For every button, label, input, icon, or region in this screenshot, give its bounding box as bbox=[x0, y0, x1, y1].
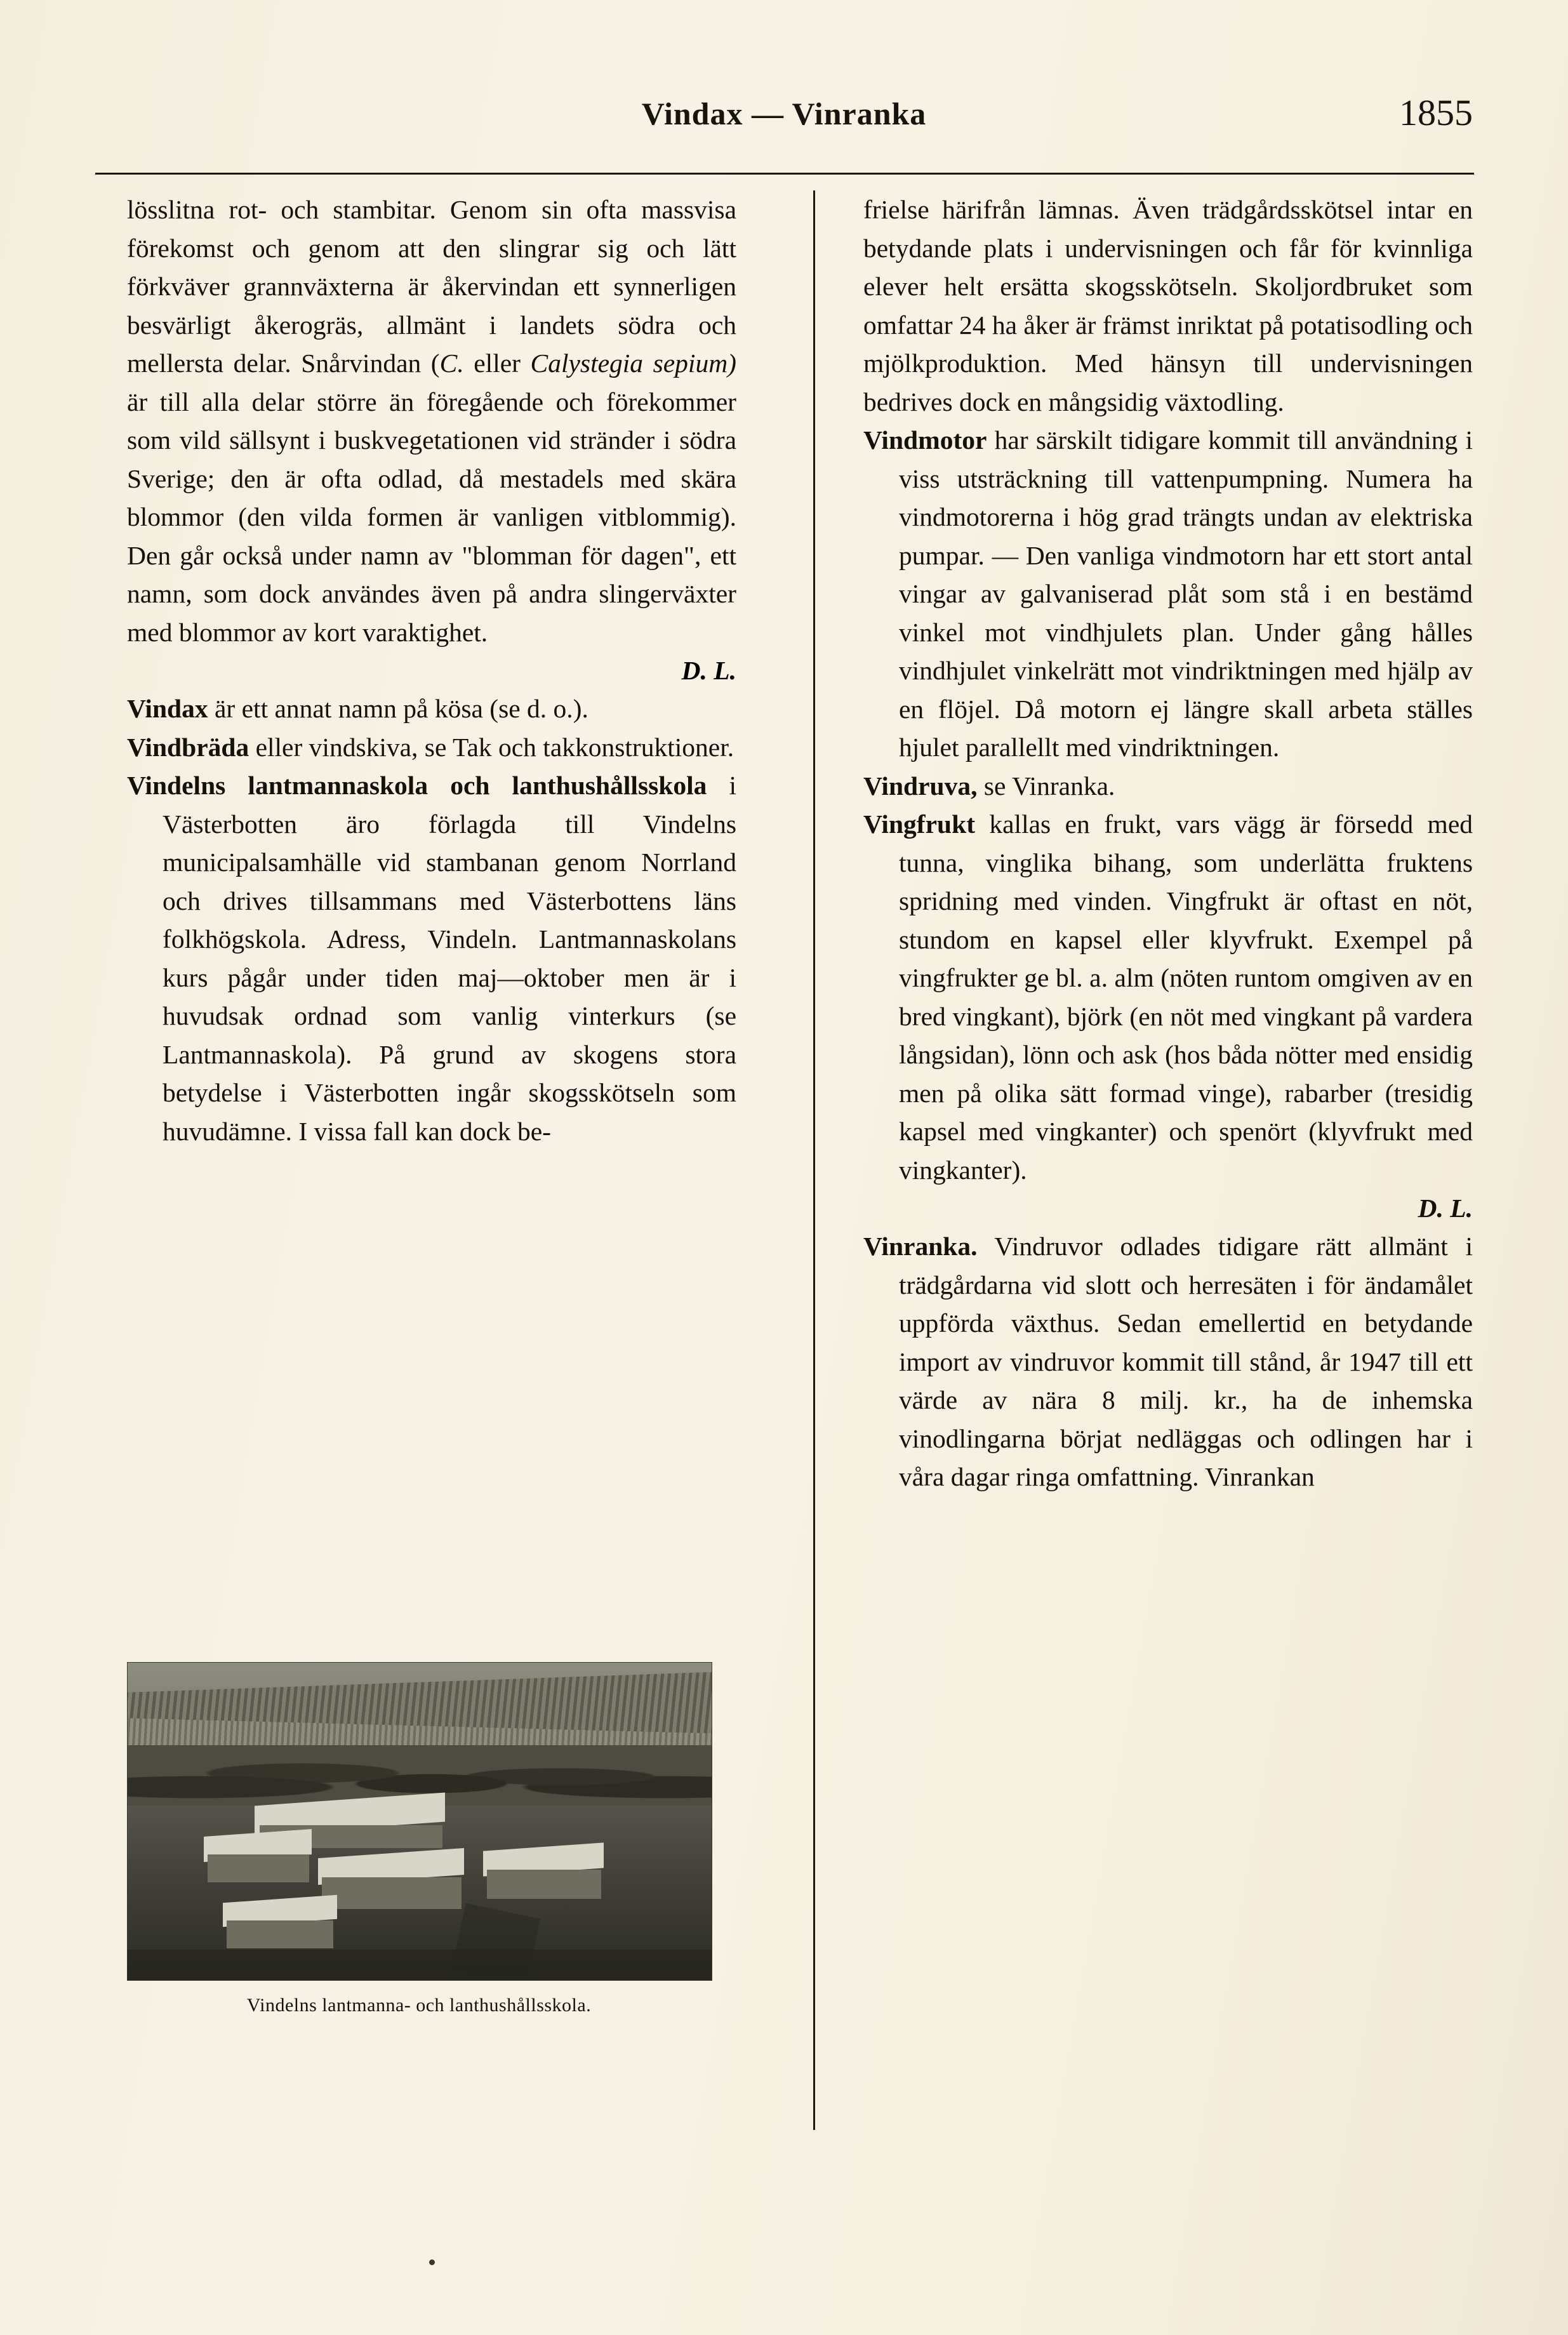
entry-vingfrukt: Vingfrukt kallas en frukt, vars vägg är försedd med tunna, vinglika bihang, som underlätta fruktens spridning med vinden. Vingfrukt är oftast en nöt, stundom en kapsel eller klyvfrukt. Exempel på vingfrukter ge bl. a. alm (nöten runtom omgiven av en bred vingkant), björk (en nöt med vingkant på vardera långsidan), lönn och ask (hos båda nötter med ensidig men på olika sätt formad vinge), rabarber (tresidig kapsel med vingkanter) och spenört (klyvfrukt med vingkanter). D. L. bbox=[863, 805, 1473, 1227]
signature-dl-left: D. L. bbox=[681, 656, 736, 685]
right-column bbox=[863, 190, 1473, 1496]
entry-vindbrada: Vindbräda eller vindskiva, se Tak och takkonstruktioner. bbox=[127, 732, 734, 762]
header-rule bbox=[95, 173, 1474, 175]
page-number: 1855 bbox=[1399, 92, 1473, 133]
figure-block bbox=[127, 1662, 711, 2019]
photo-shadow-foreground bbox=[128, 1950, 712, 1980]
building-wall-left bbox=[208, 1854, 309, 1882]
paragraph-vindax-intro: lösslitna rot- och stambitar. Genom sin ofta massvisa förekomst och genom att den slingrar sig och lätt förkväver grannväxterna är åkervindan ett synnerligen besvärligt åkerogräs, allmänt i landets södra och mellersta delar. Snårvindan (C. eller Calystegia sepium) är till alla delar större än föregående och förekommer som vild sällsynt i buskvegetationen vid stränder i södra Sverige; den är ofta odlad, då mestadels med skära blommor (den vilda formen är vanligen vitblommig). Den går också under namn av "blomman för dagen", ett namn, som dock användes även på andra slingerväxter med blommor av kort varaktighet. bbox=[127, 195, 737, 647]
left-column bbox=[127, 190, 736, 1150]
building-wall-lower-left bbox=[227, 1920, 333, 1948]
column-divider bbox=[813, 190, 815, 2130]
photo-vindelns-school bbox=[127, 1662, 712, 1981]
signature-dl-right: D. L. bbox=[1418, 1194, 1473, 1223]
building-wall-centre bbox=[322, 1877, 462, 1909]
text-columns bbox=[95, 190, 1474, 2139]
entry-vindruva: Vindruva, se Vinranka. bbox=[863, 771, 1115, 801]
building-wall-right bbox=[487, 1870, 601, 1899]
page-ink-mark bbox=[429, 2259, 435, 2265]
entry-vinranka: Vinranka. Vindruvor odlades tidigare rätt allmänt i trädgårdarna vid slott och herresäten i för ändamålet uppförda växthus. Sedan emellertid en betydande import av vindruvor kommit till stånd, år 1947 till ett värde av nära 8 milj. kr., ha de inhemska vinodlingarna börjat nedläggas och odlingen har i våra dagar ringa omfattning. Vinrankan bbox=[863, 1232, 1473, 1491]
figure-caption: Vindelns lantmanna- och lanthushållsskola. bbox=[246, 1995, 592, 2016]
entry-vindax: Vindax är ett annat namn på kösa (se d. o.). bbox=[127, 694, 588, 723]
paragraph-school-continued: frielse härifrån lämnas. Även trädgårdsskötsel intar en betydande plats i undervisningen och får för kvinnliga elever helt ersätta skogsskötseln. Skoljordbruket som omfattar 24 ha åker är främst inriktat på potatisodling och mjölkproduktion. Med hänsyn till undervisningen bedrives dock en mångsidig växtodling. bbox=[863, 195, 1473, 416]
entry-vindmotor: Vindmotor har särskilt tidigare kommit till användning i viss utsträckning till vattenpumpning. Numera ha vindmotorerna i hög grad trängts undan av elektriska pumpar. — Den vanliga vindmotorn har ett stort antal vingar av galvaniserad plåt som stå i en bestämd vinkel mot vindhjulets plan. Under gång hålles vindhjulet vinkelrätt mot vindriktningen med hjälp av en flöjel. Då motorn ej längre skall arbeta ställes hjulet parallellt med vindriktningen. bbox=[863, 425, 1473, 762]
running-head-title: Vindax — Vinranka bbox=[641, 96, 927, 131]
entry-vindelns-lantmannaskola: Vindelns lantmannaskola och lanthushållsskola i Västerbotten äro förlagda till Vindelns municipalsamhälle vid stambanan genom Norrland och drives tillsammans med Västerbottens läns folkhögskola. Adress, Vindeln. Lantmannaskolans kurs pågår under tiden maj—oktober men är i huvudsak ordnad som vanlig vinterkurs (se Lantmannaskola). På grund av skogens stora betydelse i Västerbotten ingår skogsskötseln som huvudämne. I vissa fall kan dock be- bbox=[127, 771, 737, 1146]
page-header bbox=[95, 92, 1473, 165]
